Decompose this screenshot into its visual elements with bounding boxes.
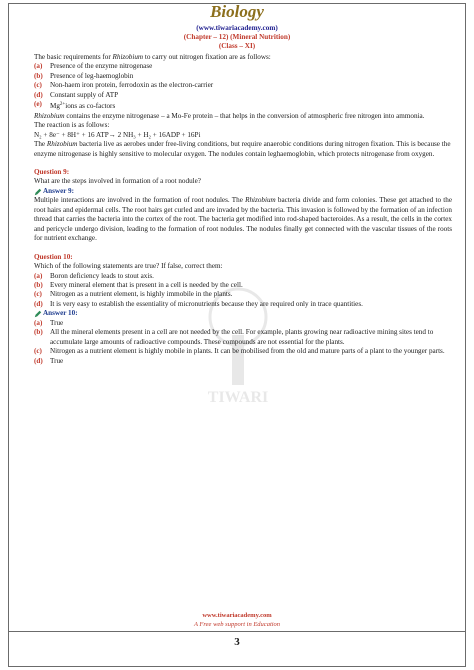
list-label: (d) [34, 90, 43, 99]
list-item [34, 100, 452, 111]
list-item [34, 91, 452, 100]
list-text: Constant supply of ATP [50, 90, 119, 99]
list-label: (b) [34, 280, 43, 289]
list-label: (d) [34, 299, 43, 308]
list-text: Presence of the enzyme nitrogenase [50, 62, 153, 71]
list-text: True [50, 318, 64, 327]
intro-suffix: to carry out nitrogen fixation are as follows: [143, 53, 271, 61]
footer-tagline: A Free web support in Education [193, 621, 281, 628]
list-item [34, 62, 452, 71]
intro-paragraph [34, 53, 452, 62]
intro-prefix: The basic requirements for [34, 53, 113, 61]
list-label: (a) [34, 271, 43, 280]
list-label: (e) [34, 100, 42, 109]
answer-9-label: Answer 9: [43, 186, 75, 195]
list-label: (b) [34, 71, 43, 80]
list-label: (a) [34, 62, 43, 71]
list-text: All the mineral elements present in a cell are not needed by the cell. For example, plants growing near radioactive mining sites tend to accumulate large amounts of radioactive compounds. These compounds are not essential for the plants. [50, 328, 434, 346]
question-10-heading: Question 10: [34, 252, 73, 261]
list-text: True [50, 356, 64, 365]
answer-10-heading [34, 309, 452, 318]
list-text: Non-haem iron protein, ferrodoxin as the electron-carrier [50, 81, 214, 90]
page-title: Biology [210, 2, 264, 21]
nitrogenase-text: contains the enzyme nitrogenase – a Mo-Fe protein – that helps in the conversion of atmospheric free nitrogen into ammonia. [64, 111, 425, 120]
answer-9-prefix: Multiple interactions are involved in the formation of root nodules. The [34, 196, 246, 205]
list-label: (b) [34, 328, 43, 337]
list-text: Nitrogen as a nutrient element is highly mobile in plants. It can be mobilised from the old and mature parts of a plant to the younger parts. [50, 347, 445, 356]
intro-organism: Rhizobium [112, 53, 144, 61]
pen-icon [34, 310, 42, 318]
watermark-text: TIWARI [207, 389, 269, 405]
list-item [34, 319, 452, 328]
list-item [34, 281, 452, 290]
question-9-text: What are the steps involved in formation of a root nodule? [34, 177, 201, 186]
answer-9-text [34, 196, 452, 243]
list-text: Nitrogen as a nutrient element, is highly immobile in the plants. [50, 290, 233, 299]
aerobes-prefix: The [34, 140, 47, 149]
list-label: (c) [34, 347, 42, 356]
list-item [34, 81, 452, 90]
list-item [34, 72, 452, 81]
reaction-intro: The reaction is as follows: [34, 121, 110, 130]
list-item [34, 272, 452, 281]
list-item [34, 300, 452, 309]
list-label: (a) [34, 318, 43, 327]
footer-divider [8, 631, 466, 632]
question-9-heading: Question 9: [34, 167, 70, 176]
answer-9-organism: Rhizobium [245, 196, 276, 205]
header-website: (www.tiwariacademy.com) [196, 24, 278, 32]
nitrogenase-paragraph [34, 112, 452, 121]
list-text: It is very easy to establish the essentiality of micronutrients because they are required only in trace quantities. [50, 299, 363, 308]
pen-icon [34, 188, 42, 196]
list-item [34, 357, 452, 366]
footer-website[interactable]: www.tiwariacademy.com [202, 612, 272, 619]
list-text [50, 100, 452, 111]
list-item [34, 347, 452, 356]
header-chapter: (Chapter – 12) (Mineral Nutrition) [183, 33, 291, 41]
list-item [34, 290, 452, 299]
statements-list [34, 272, 452, 310]
answer-9-heading [34, 187, 452, 196]
page-number: 3 [234, 636, 240, 648]
list-label: (c) [34, 81, 42, 90]
reaction-equation: N₂ + 8e⁻ + 8H⁺ + 16 ATP→ 2 NH₃ + H₂ + 16ADP + 16Pi [34, 130, 201, 139]
requirements-list [34, 62, 452, 111]
list-text: Presence of leg-haemoglobin [50, 71, 134, 80]
list-label: (c) [34, 290, 42, 299]
list-text: Every mineral element that is present in a cell is needed by the cell. [50, 280, 243, 289]
aerobes-text: bacteria live as aerobes under free-living conditions, but require anaerobic conditions during nitrogen fixation. This is because the enzyme nitrogenase is highly sensitive to molecular oxygen. The nodules contain leghaemoglobin, which protects nitrogenase from oxygen. [34, 140, 451, 158]
ion-charge: 2+ [59, 102, 66, 108]
aerobes-paragraph [34, 140, 452, 159]
answer-9-body: bacteria divide and form colonies. These get attached to the root hairs and epidermal cells. The root hairs get curled and are invaded by the bacteria. This invasion is followed by the formation of an infection thread that carries the bacteria into the cortex of the root. The bacteria get modified into rod-shaped bacteroides. As a result, the cells in the cortex and pericycle undergo division, leading to the formation of root nodules. The nodules finally get connected with the vascular tissues of the roots for nutrient exchange. [34, 196, 452, 243]
header-class: (Class – XI) [218, 42, 256, 50]
main-content [34, 53, 452, 366]
ion-rest: ions as co-factors [65, 102, 116, 111]
list-label: (d) [34, 356, 43, 365]
list-text: Boron deficiency leads to stout axis. [50, 271, 154, 280]
ion-symbol: Mg [50, 102, 60, 111]
list-item [34, 328, 452, 347]
answers-list [34, 319, 452, 366]
aerobes-organism: Rhizobium [46, 140, 78, 149]
answer-10-label: Answer 10: [43, 309, 78, 318]
nitrogenase-organism: Rhizobium [34, 111, 65, 120]
question-10-text: Which of the following statements are true? If false, correct them: [34, 262, 223, 271]
